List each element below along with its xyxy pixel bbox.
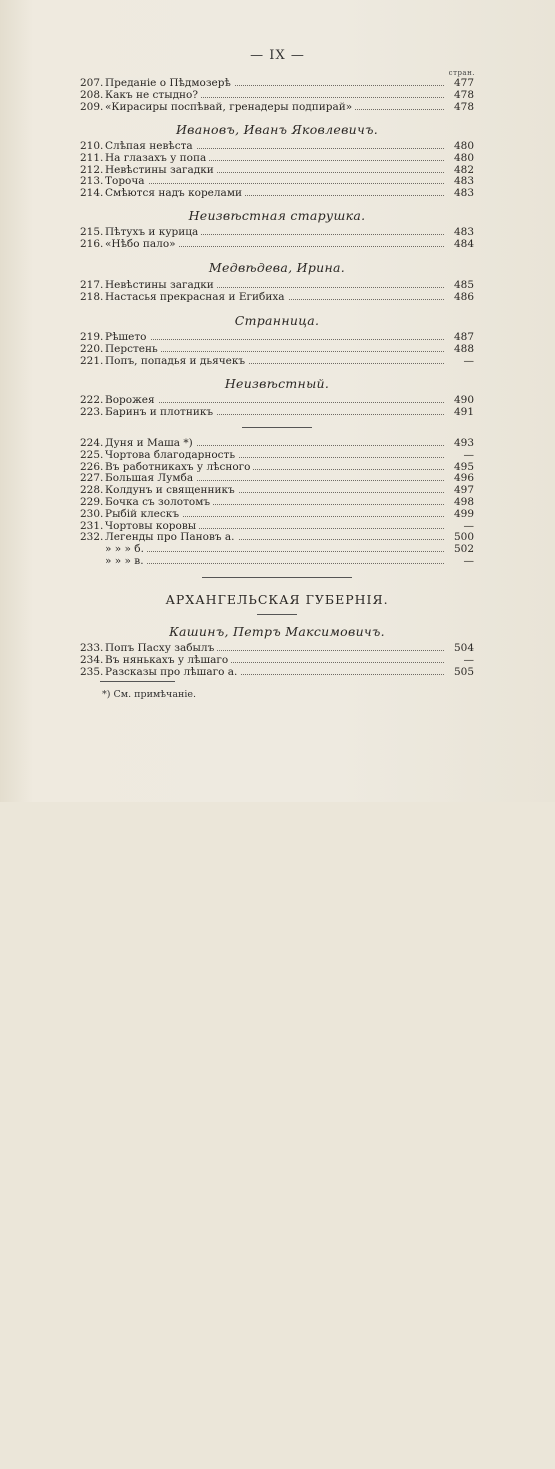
toc-entry[interactable] <box>80 90 474 102</box>
entry-number: 209. <box>80 100 104 113</box>
entry-title: Колдунъ и священникъ <box>105 484 238 496</box>
entry-title: Баринъ и плотникъ <box>105 406 216 418</box>
entry-page-number: 480 <box>453 140 474 152</box>
footnote: *) См. примѣчаніе. <box>102 689 196 700</box>
entry-number: 220. <box>80 342 104 355</box>
entry-title: Перстень <box>105 343 161 355</box>
toc-entry[interactable] <box>80 102 474 114</box>
entry-title: Невѣстины загадки <box>105 279 217 291</box>
entry-title: Въ нянькахъ у лѣшаго <box>105 654 231 666</box>
entry-number: 218. <box>80 290 104 303</box>
entry-title: Тороча <box>105 175 148 187</box>
section-heading: Ивановъ, Иванъ Яковлевичъ. <box>175 122 379 137</box>
toc-entry[interactable] <box>80 188 474 200</box>
entry-title: Смѣются надъ корелами <box>105 187 245 199</box>
entry-number: 213. <box>80 175 104 188</box>
entry-page-number: — <box>463 354 474 367</box>
entry-group <box>80 395 474 419</box>
toc-entry[interactable] <box>80 667 474 679</box>
entry-number: 211. <box>80 151 104 164</box>
entry-number: 207. <box>80 77 104 89</box>
divider-rule <box>257 614 297 615</box>
entry-title: Слѣпая невѣста <box>105 140 196 152</box>
leader-dots <box>105 339 444 340</box>
entry-group <box>80 280 474 304</box>
entry-page-number: 480 <box>453 151 474 164</box>
entry-number: 229. <box>80 495 104 508</box>
entry-title: Дуня и Маша *) <box>105 437 196 449</box>
entry-title: Легенды про Пановъ а. <box>105 531 238 543</box>
entry-page-number: 487 <box>453 331 474 343</box>
entry-page-number: 488 <box>453 342 474 355</box>
entry-page-number: — <box>463 653 474 666</box>
entry-number: 230. <box>80 507 104 520</box>
entry-title: «Нѣбо пало» <box>105 238 179 250</box>
section-heading: Медвѣдева, Ирина. <box>208 260 346 275</box>
entry-number: 227. <box>80 472 104 485</box>
entry-title: Чортова благодарность <box>105 449 238 461</box>
entry-number: 222. <box>80 394 104 406</box>
toc-entry[interactable] <box>80 497 474 509</box>
entry-title: Чортовы коровы <box>105 520 199 532</box>
entry-page-number: 484 <box>453 237 474 250</box>
entry-group <box>80 332 474 367</box>
divider-rule <box>100 681 175 682</box>
entry-title: Невѣстины загадки <box>105 164 217 176</box>
entry-page-number: 483 <box>453 187 474 200</box>
section-heading: Неизвѣстный. <box>224 376 330 391</box>
toc-entry[interactable] <box>80 344 474 356</box>
leader-dots <box>105 563 444 564</box>
entry-group <box>80 227 474 251</box>
toc-entry[interactable] <box>80 655 474 667</box>
entry-page-number: 493 <box>453 437 474 449</box>
section-heading: Неизвѣстная старушка. <box>188 208 366 223</box>
entry-page-number: 491 <box>453 405 474 418</box>
entry-number: 231. <box>80 519 104 532</box>
section-heading: Кашинъ, Петръ Максимовичъ. <box>169 624 385 639</box>
entry-page-number: 483 <box>453 175 474 188</box>
toc-entry[interactable] <box>80 239 474 251</box>
entry-page-number: 500 <box>453 531 474 544</box>
entry-title: Разсказы про лѣшаго а. <box>105 666 240 678</box>
entry-number: 224. <box>80 437 104 449</box>
entry-group <box>80 643 474 678</box>
entry-page-number: 502 <box>453 543 474 556</box>
entry-title: Какъ не стыдно? <box>105 89 201 101</box>
entry-number: 225. <box>80 448 104 461</box>
entry-title: Настасья прекрасная и Егибиха <box>105 291 288 303</box>
toc-entry[interactable] <box>80 153 474 165</box>
entry-title: Бочка съ золотомъ <box>105 496 213 508</box>
entry-page-number: 505 <box>453 665 474 678</box>
divider-rule <box>202 577 352 578</box>
toc-entry[interactable] <box>80 356 474 368</box>
entry-title: На глазахъ у попа <box>105 152 209 164</box>
entry-number: 228. <box>80 484 104 497</box>
entry-page-number: 478 <box>453 100 474 113</box>
entry-group <box>80 141 474 200</box>
entry-title: » » » б. <box>105 543 147 555</box>
entry-title: Ворожея <box>105 394 158 406</box>
leader-dots <box>105 551 444 552</box>
entry-title: Рыбій клескъ <box>105 508 182 520</box>
toc-entry[interactable] <box>80 292 474 304</box>
entry-number: 233. <box>80 642 104 654</box>
entry-title: Пѣтухъ и курица <box>105 226 201 238</box>
entry-title: Преданіе о Пѣдмозерѣ <box>105 77 234 89</box>
entry-number: 223. <box>80 405 104 418</box>
leader-dots <box>105 183 444 184</box>
entry-page-number: 483 <box>453 226 474 238</box>
entry-page-number: 496 <box>453 472 474 485</box>
toc-entry[interactable] <box>80 450 474 462</box>
entry-number: 217. <box>80 279 104 291</box>
entry-number: 232. <box>80 531 104 544</box>
entry-number: 221. <box>80 354 104 367</box>
entry-number: 219. <box>80 331 104 343</box>
page-header: — IX — <box>250 48 305 63</box>
toc-entry[interactable] <box>80 509 474 521</box>
entry-number: 214. <box>80 187 104 200</box>
entry-number: 216. <box>80 237 104 250</box>
entry-title: Большая Лумба <box>105 472 196 484</box>
entry-page-number: 486 <box>453 290 474 303</box>
entry-page-number: 495 <box>453 460 474 473</box>
entry-title: Попъ Пасху забылъ <box>105 642 217 654</box>
page-column-label: стран. <box>448 69 475 77</box>
toc-entry[interactable] <box>80 407 474 419</box>
entry-page-number: 490 <box>453 394 474 406</box>
entry-number: 212. <box>80 163 104 176</box>
entry-page-number: 498 <box>453 495 474 508</box>
entry-title: Попъ, попадья и дьячекъ <box>105 355 248 367</box>
entry-page-number: 477 <box>453 77 474 89</box>
entry-page-number: 499 <box>453 507 474 520</box>
entry-page-number: — <box>463 519 474 532</box>
entry-page-number: 478 <box>453 88 474 101</box>
entry-page-number: — <box>463 448 474 461</box>
region-heading: АРХАНГЕЛЬСКАЯ ГУБЕРНІЯ. <box>165 592 389 607</box>
section-heading: Странница. <box>234 313 320 328</box>
entry-page-number: 482 <box>453 163 474 176</box>
entry-title: Въ работникахъ у лѣсного <box>105 461 253 473</box>
entry-number: 234. <box>80 653 104 666</box>
entry-group <box>80 438 474 568</box>
entry-title: Рѣшето <box>105 331 150 343</box>
entry-page-number: — <box>463 554 474 567</box>
toc-entry[interactable] <box>80 556 474 568</box>
entry-number: 226. <box>80 460 104 473</box>
entry-number: 210. <box>80 140 104 152</box>
entry-number: 235. <box>80 665 104 678</box>
entry-page-number: 504 <box>453 642 474 654</box>
entry-number: 215. <box>80 226 104 238</box>
entry-page-number: 497 <box>453 484 474 497</box>
entry-title: » » » в. <box>105 555 147 567</box>
entry-group <box>80 78 474 113</box>
divider-rule <box>242 427 312 428</box>
entry-title: «Кирасиры поспѣвай, гренадеры подпирай» <box>105 101 355 113</box>
entry-number: 208. <box>80 88 104 101</box>
entry-page-number: 485 <box>453 279 474 291</box>
